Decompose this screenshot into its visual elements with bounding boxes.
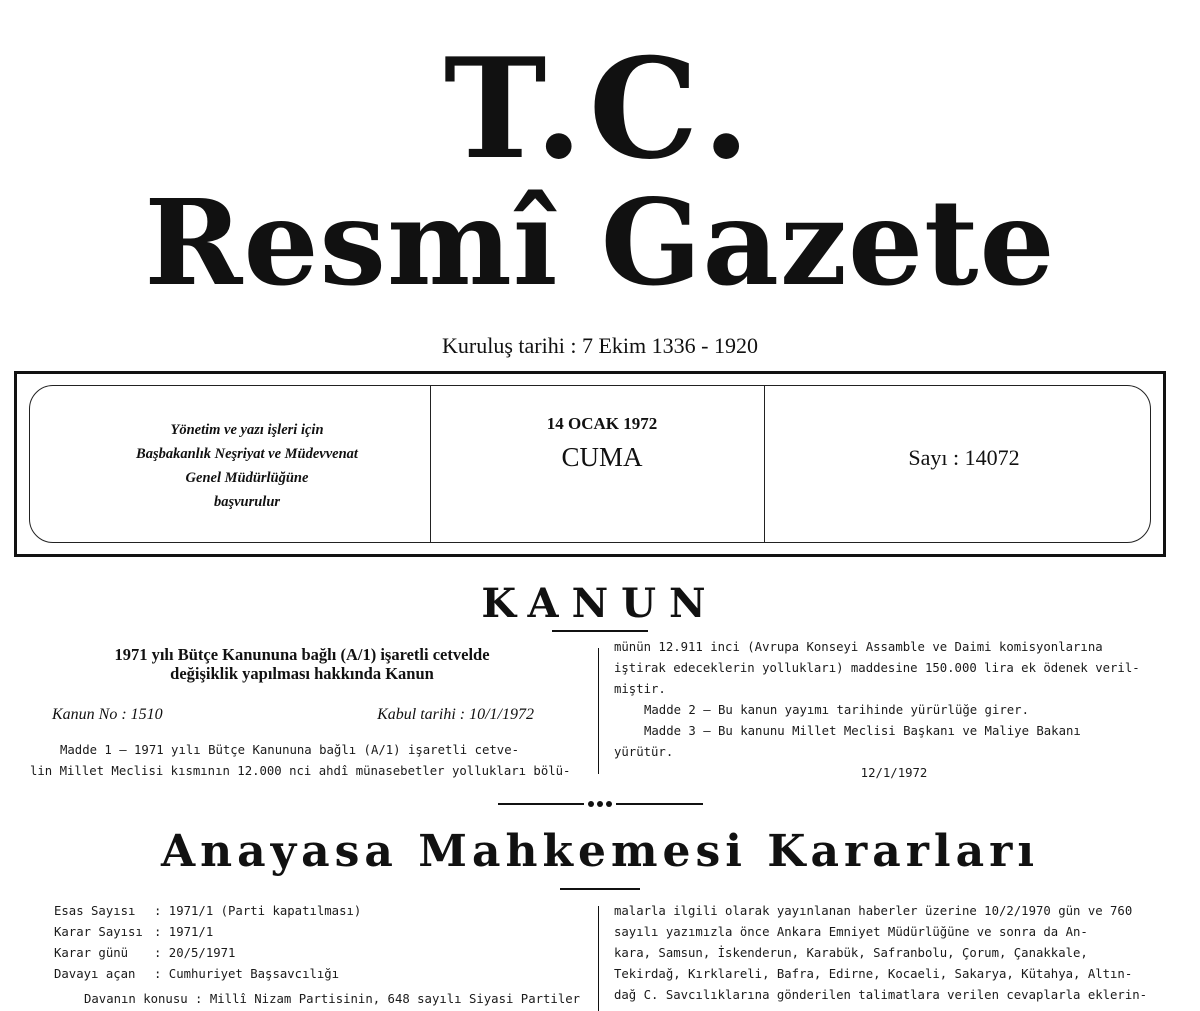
issue-day: CUMA [561,442,643,472]
paragraph-line: kara, Samsun, İskenderun, Karabük, Safranbolu, Çorum, Çanakkale, [614,946,1088,960]
case-field-label: Karar günü [54,946,129,960]
issue-date-cell [437,414,767,473]
office-line: Yönetim ve yazı işleri için [170,422,324,438]
law-accepted-date: Kabul tarihi : 10/1/1972 [377,706,534,723]
section-separator [498,801,703,807]
law-heading-line: 1971 yılı Bütçe Kanununa bağlı (A/1) işaretli cetvelde [114,645,490,664]
kanun-title-underline [552,630,648,632]
paragraph-line: Madde 1 — 1971 yılı Bütçe Kanununa bağlı (A/1) işaretli cetve- [60,743,520,757]
law-heading-line: değişiklik yapılması hakkında Kanun [170,664,434,683]
separator-line [616,803,703,805]
paragraph-line: sayılı yazımızla önce Ankara Emniyet Müdürlüğüne ve sonra da An- [614,925,1088,939]
paragraph-line: yürütür. [614,745,674,759]
anayasa-section-title: Anayasa Mahkemesi Kararları [160,826,1040,877]
case-field-label: Karar Sayısı [54,925,143,939]
issue-date: 14 OCAK 1972 [546,414,658,433]
case-field-label: Esas Sayısı [54,904,136,918]
case-field-label: Davayı açan [54,967,136,981]
office-line: Genel Müdürlüğüne [185,470,309,486]
separator-dot [606,801,612,807]
case-field [54,901,594,922]
signed-date: 12/1/1972 [860,766,928,780]
paragraph-line: Davanın konusu : Millî Nizam Partisinin, 648 sayılı Siyasi Partiler [84,992,581,1006]
law-heading [28,645,576,683]
case-field [54,964,594,985]
office-line: başvurulur [213,494,281,510]
paragraph-line: malarla ilgili olarak yayınlanan haberler üzerine 10/2/1970 gün ve 760 [614,904,1133,918]
masthead-tc: T.C. [443,27,757,190]
law-meta [52,706,534,724]
column-rule [598,906,599,1011]
separator-line [498,803,584,805]
case-field [54,943,594,964]
separator-dot [597,801,603,807]
paragraph-line: miştir. [614,682,666,696]
kanun-right-column [614,637,1174,784]
case-field-value: : Cumhuriyet Başsavcılığı [154,967,340,981]
office-notice [47,418,447,514]
law-number: Kanun No : 1510 [52,706,163,723]
paragraph-line: Madde 3 — Bu kanunu Millet Meclisi Başkanı ve Maliye Bakanı [644,724,1081,738]
kanun-left-column [30,740,586,782]
paragraph-line: Tekirdağ, Kırklareli, Bafra, Edirne, Kocaeli, Sakarya, Kütahya, Altın- [614,967,1133,981]
anayasa-right-column [614,901,1174,1006]
paragraph-line: Madde 2 — Bu kanun yayımı tarihinde yürürlüğe girer. [644,703,1029,717]
kanun-section-title: KANUN [481,580,719,627]
masthead-title: Resmî Gazete [144,173,1056,312]
info-box [14,371,1166,557]
paragraph-line: iştirak edeceklerin yollukları) maddesine 150.000 lira ek ödenek veril- [614,661,1140,675]
column-rule [598,648,599,774]
anayasa-title-underline [560,888,640,890]
separator-dot [588,801,594,807]
case-field-value: : 20/5/1971 [154,946,236,960]
paragraph-line: münün 12.911 inci (Avrupa Konseyi Assamble ve Daimi komisyonlarına [614,640,1103,654]
paragraph-line: dağ C. Savcılıklarına gönderilen talimatlara verilen cevaplarla eklerin- [614,988,1148,1002]
issue-number: Sayı : 14072 [908,445,1020,470]
anayasa-left-column [54,901,594,1010]
paragraph-line: lin Millet Meclisi kısmının 12.000 nci ahdî münasebetler yollukları bölü- [30,764,571,778]
founding-date: Kuruluş tarihi : 7 Ekim 1336 - 1920 [442,333,758,358]
case-field-value: : 1971/1 [154,925,214,939]
case-field [54,922,594,943]
case-field-value: : 1971/1 (Parti kapatılması) [154,904,362,918]
office-line: Başbakanlık Neşriyat ve Müdevvenat [136,446,358,462]
